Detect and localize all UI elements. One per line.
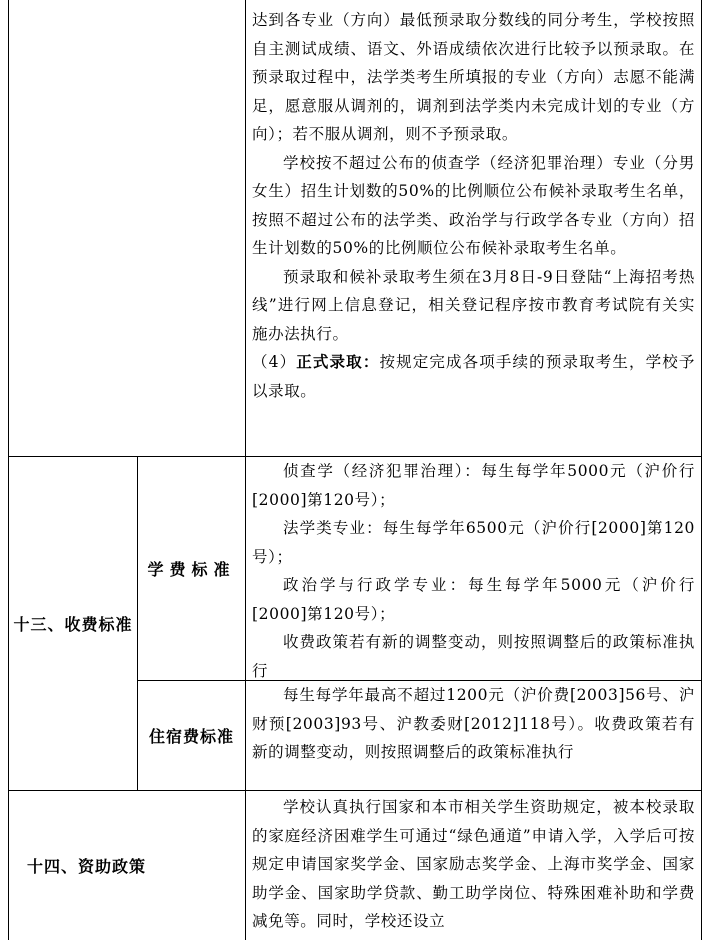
section-13-title-text: 十三、收费标准 [13,615,133,634]
formal-title: 正式录取： [296,353,380,371]
aid-policy-paragraph: 学校认真执行国家和本市相关学生资助规定，被本校录取的家庭经济困难学生可通过“绿色通道”申请入学，入学后可按规定申请国家奖学金、国家励志奖学金、上海市奖学金、国家助学金、国家助学贷款、勤工助学岗位、特殊困难补助和学费减免等。同时，学校还设立 [252,798,695,930]
dorm-text [246,681,701,790]
tuition-law: 法学类专业：每生每学年6500元（沪价行[2000]第120号）； [252,519,695,566]
formal-text: 按规定完成各项手续的预录取考生，学校予以录取。 [252,353,695,400]
tuition-politics: 政治学与行政学专业：每生每学年5000元（沪价行[2000]第120号）； [252,576,695,623]
paragraph-tie-rule: 达到各专业（方向）最低预录取分数线的同分考生，学校按照自主测试成绩、语文、外语成绩依次进行比较予以预录取。在预录取过程中，法学类考生所填报的专业（方向）志愿不能满足，愿意服从调剂的，调剂到法学类内未完成计划的专业（方向）；若不服从调剂，则不予预录取。 [252,11,695,143]
tuition-investigation: 侦查学（经济犯罪治理）：每生每学年5000元（沪价行[2000]第120号）； [252,462,695,509]
section-13-title [9,457,137,790]
tuition-text [246,457,701,680]
dorm-label-text: 住宿费标准 [148,727,234,746]
aid-policy-text [246,793,701,940]
tuition-policy-note: 收费政策若有新的调整变动，则按照调整后的政策标准执行 [252,633,695,680]
tuition-label [138,457,245,680]
formal-prefix: （4） [252,353,297,371]
table-border-right [701,0,702,940]
section-14-title [9,791,245,940]
section-14-title-text: 十四、资助政策 [27,857,147,876]
paragraph-registration: 预录取和候补录取考生须在3月8日-9日登陆“上海招考热线”进行网上信息登记，相关登记程序按市教育考试院有关实施办法执行。 [252,267,695,343]
paragraph-waitlist: 学校按不超过公布的侦查学（经济犯罪治理）专业（分男女生）招生计划数的50%的比例顺位公布候补录取考生名单，按照不超过公布的法学类、政治学与行政学各专业（方向）招生计划数的50%的比例顺位公布候补录取考生名单。 [252,153,695,257]
admission-rules-text [246,6,701,456]
paragraph-formal-admission [252,348,695,405]
dorm-label [138,681,245,790]
tuition-label-text: 学费标准 [147,560,236,579]
dorm-fee-paragraph: 每生每学年最高不超过1200元（沪价费[2003]56号、沪财预[2003]93号、沪教委财[2012]118号）。收费政策若有新的调整变动，则按照调整后的政策标准执行 [252,686,695,761]
